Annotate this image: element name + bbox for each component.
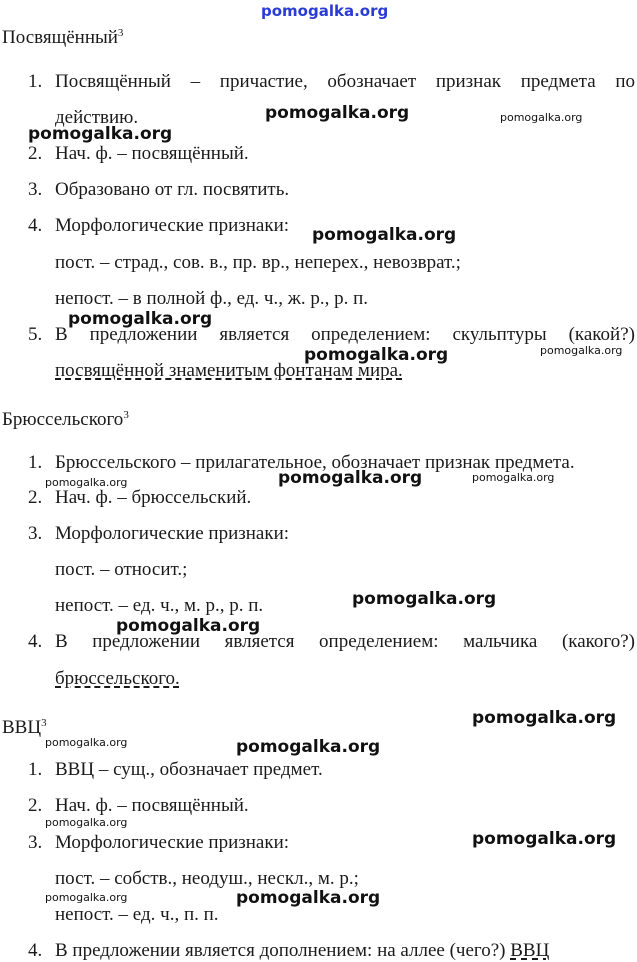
item-text: Посвящённый – причастие, обозначает признак предмета по — [55, 71, 635, 92]
item-text-underlined: ВВЦ — [510, 940, 550, 961]
item-number: 2. — [28, 795, 43, 816]
item-text: Морфологические признаки: — [55, 215, 290, 236]
item-text: Нач. ф. – посвящённый. — [55, 143, 249, 164]
watermark-small: pomogalka.org — [500, 111, 583, 124]
item-text: В предложении является определением: скульптуры (какой?) — [55, 324, 635, 345]
item-number: 1. — [28, 452, 43, 473]
item-number: 5. — [28, 324, 43, 345]
watermark: pomogalka.org — [472, 708, 617, 728]
watermark-small: pomogalka.org — [540, 344, 623, 357]
section-heading — [2, 22, 123, 49]
heading-sup: 3 — [123, 409, 129, 421]
heading-word: Посвящённый — [2, 27, 118, 48]
item-text-cont: брюссельского. — [55, 668, 180, 689]
watermark: pomogalka.org — [304, 345, 449, 365]
watermark: pomogalka.org — [68, 309, 213, 329]
item-text-cont: пост. – страд., сов. в., пр. вр., неперех., невозврат.; — [55, 252, 461, 273]
watermark: pomogalka.org — [278, 468, 423, 488]
watermark: pomogalka.org — [116, 616, 261, 636]
item-text-main: В предложении является дополнением: на аллее (чего?) — [55, 940, 506, 961]
item-number: 3. — [28, 523, 43, 544]
item-number: 3. — [28, 179, 43, 200]
item-number: 3. — [28, 832, 43, 853]
item-number: 4. — [28, 215, 43, 236]
watermark: pomogalka.org — [28, 124, 173, 144]
section-heading — [2, 712, 47, 739]
item-text-cont: посвящённой знаменитым фонтанам мира. — [55, 360, 403, 381]
watermark-small: pomogalka.org — [45, 891, 128, 904]
item-text: Образовано от гл. посвятить. — [55, 179, 290, 200]
watermark: pomogalka.org — [236, 737, 381, 757]
item-text-cont: действию. — [55, 107, 139, 128]
watermark-small: pomogalka.org — [45, 736, 128, 749]
item-number: 4. — [28, 631, 43, 652]
section-heading — [2, 404, 129, 431]
item-text-cont: непост. – в полной ф., ед. ч., ж. р., р. п. — [55, 288, 369, 309]
item-text: Брюссельского – прилагательное, обозначает признак предмета. — [55, 452, 575, 473]
item-number: 4. — [28, 940, 43, 961]
watermark: pomogalka.org — [472, 829, 617, 849]
item-number: 1. — [28, 71, 43, 92]
item-text — [55, 940, 549, 962]
item-number: 2. — [28, 487, 43, 508]
item-text: Морфологические признаки: — [55, 832, 290, 853]
item-text: В предложении является определением: мальчика (какого?) — [55, 631, 635, 652]
watermark: pomogalka.org — [236, 888, 381, 908]
heading-word: ВВЦ — [2, 717, 42, 738]
watermark-top: pomogalka.org — [261, 2, 389, 20]
item-number: 1. — [28, 759, 43, 780]
watermark: pomogalka.org — [265, 103, 410, 123]
item-text: Нач. ф. – посвящённый. — [55, 795, 249, 816]
watermark-small: pomogalka.org — [45, 476, 128, 489]
item-number: 2. — [28, 143, 43, 164]
watermark: pomogalka.org — [352, 589, 497, 609]
watermark: pomogalka.org — [312, 225, 457, 245]
heading-sup: 3 — [41, 717, 47, 729]
item-text-cont: пост. – собств., неодуш., нескл., м. р.; — [55, 868, 359, 889]
heading-word: Брюссельского — [2, 409, 124, 430]
item-text-cont: непост. – ед. ч., м. р., р. п. — [55, 595, 264, 616]
item-text: Морфологические признаки: — [55, 523, 290, 544]
watermark-small: pomogalka.org — [472, 471, 555, 484]
watermark-small: pomogalka.org — [45, 816, 128, 829]
item-text-cont: пост. – относит.; — [55, 559, 188, 580]
item-text: ВВЦ – сущ., обозначает предмет. — [55, 759, 323, 780]
item-text: Нач. ф. – брюссельский. — [55, 487, 252, 508]
heading-sup: 3 — [117, 27, 124, 39]
item-text-cont: непост. – ед. ч., п. п. — [55, 904, 219, 925]
